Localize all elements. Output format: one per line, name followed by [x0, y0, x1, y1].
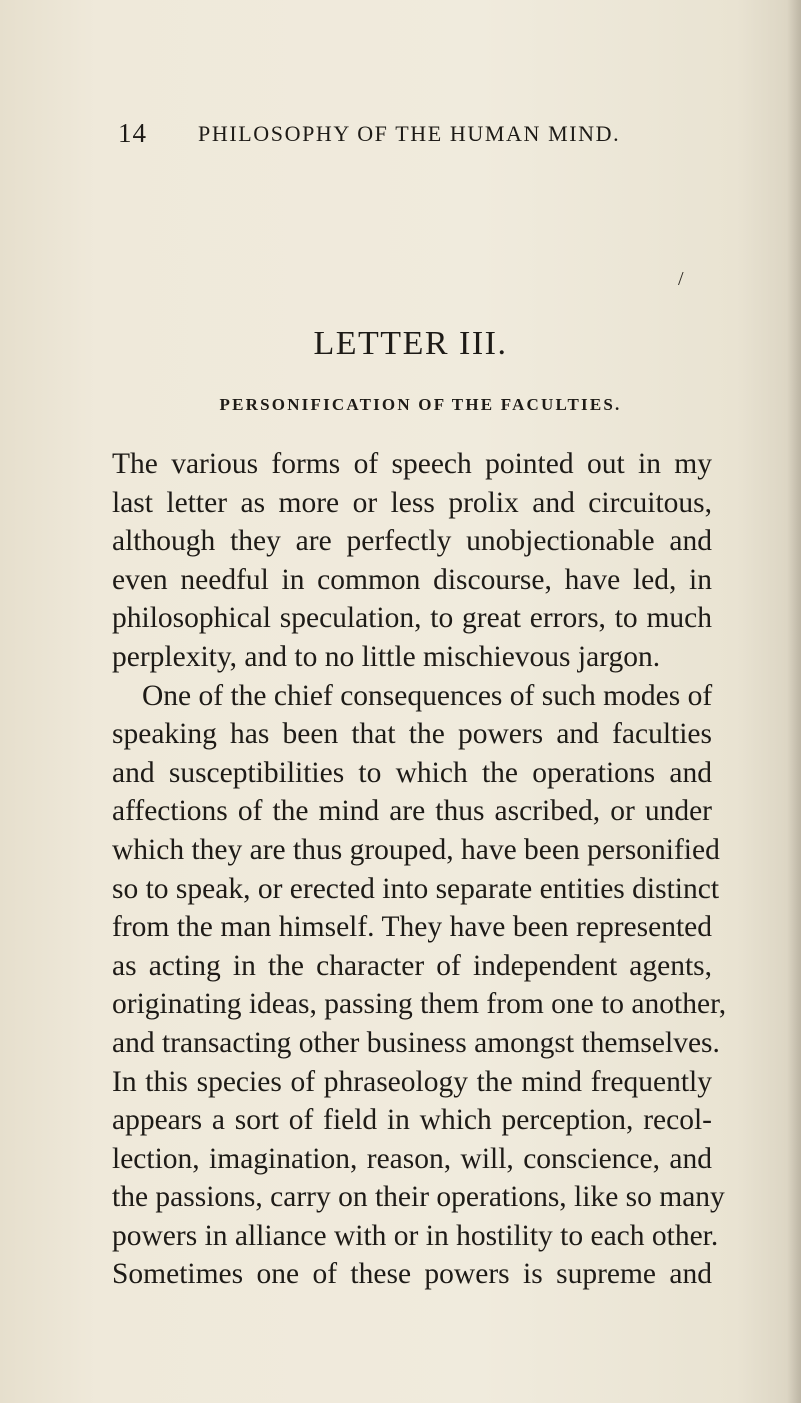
page-edge-shadow [787, 0, 801, 1403]
text-line: although they are perfectly unobjectionable and [112, 525, 712, 558]
text-line: powers in alliance with or in hostility to each other. [112, 1219, 719, 1252]
text-line: affections of the mind are thus ascribed, or under [112, 795, 712, 828]
text-line: speaking has been that the powers and faculties [112, 718, 712, 751]
text-line: originating ideas, passing them from one to another, [112, 988, 727, 1021]
body-text [112, 445, 727, 1294]
text-line: the passions, carry on their operations, like so many [112, 1181, 725, 1214]
text-line: which they are thus grouped, have been personified [112, 833, 720, 866]
letter-title: LETTER III. [313, 325, 508, 362]
page-number: 14 [118, 118, 147, 148]
text-line: philosophical speculation, to great errors, to much [112, 602, 712, 635]
text-line: In this species of phraseology the mind frequently [112, 1065, 712, 1098]
chapter-subtitle: PERSONIFICATION OF THE FACULTIES. [219, 395, 622, 414]
text-line: even needful in common discourse, have led, in [112, 563, 712, 596]
text-line: and susceptibilities to which the operations and [112, 756, 712, 789]
text-line: last letter as more or less prolix and circuitous, [112, 486, 712, 519]
text-line: so to speak, or erected into separate entities distinct [112, 872, 720, 905]
running-head-title: PHILOSOPHY OF THE HUMAN MIND. [198, 121, 621, 146]
text-line: lection, imagination, reason, will, conscience, and [112, 1142, 712, 1175]
text-line: perplexity, and to no little mischievous jargon. [112, 640, 661, 673]
text-line: The various forms of speech pointed out in my [112, 448, 712, 480]
running-head [0, 118, 801, 148]
text-line: One of the chief consequences of such modes of [142, 679, 713, 712]
text-line: from the man himself. They have been represented [112, 911, 712, 944]
margin-pencil-mark: / [678, 268, 684, 290]
text-line: appears a sort of field in which perception, recol- [112, 1104, 712, 1137]
text-line: and transacting other business amongst themselves. [112, 1026, 720, 1059]
text-line: as acting in the character of independent agents, [112, 949, 712, 982]
text-line: Sometimes one of these powers is supreme and [112, 1258, 712, 1291]
